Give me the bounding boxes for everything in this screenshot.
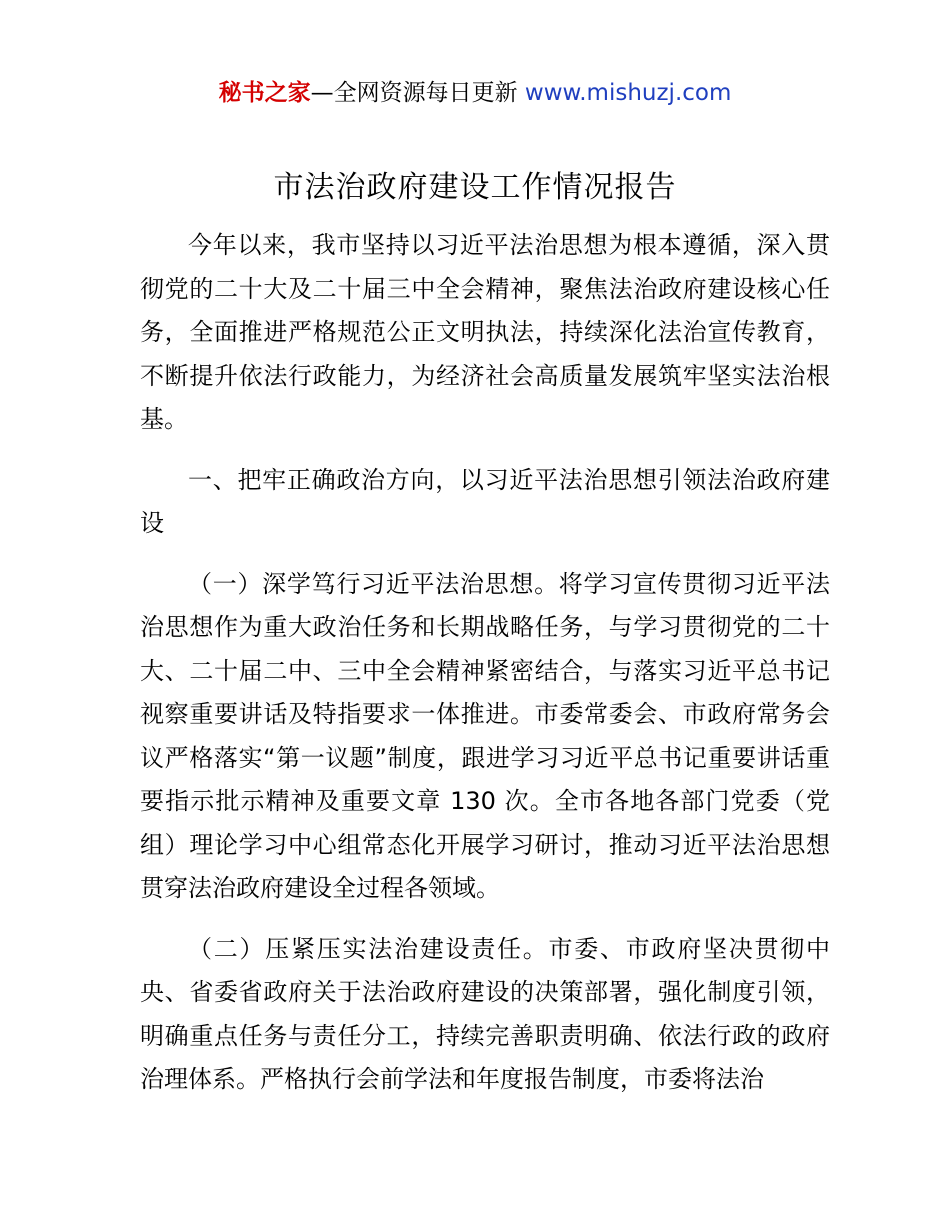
document-title: 市法治政府建设工作情况报告 [273, 170, 677, 205]
subsection-paragraph-1: （一）深学笃行习近平法治思想。将学习宣传贯彻习近平法治思想作为重大政治任务和长期战略任务，与学习贯彻党的二十大、二十届二中、三中全会精神紧密结合，与落实习近平总书记视察重要讲话及特指要求一体推进。市委常委会、市政府常务会议严格落实“第一议题”制度，跟进学习习近平总书记重要讲话重要指示批示精神及重要文章 130 次。全市各地各部门党委（党组）理论学习中心组常态化开展学习研讨，推动习近平法治思想贯穿法治政府建设全过程各领域。 [140, 569, 830, 902]
document-body [140, 224, 830, 1119]
site-header [0, 76, 950, 110]
section-heading-1: 一、把牢正确政治方向，以习近平法治思想引领法治政府建设 [140, 465, 830, 537]
subsection-paragraph-2: （二）压紧压实法治建设责任。市委、市政府坚决贯彻中央、省委省政府关于法治政府建设的决策部署，强化制度引领，明确重点任务与责任分工，持续完善职责明确、依法行政的政府治理体系。严格执行会前学法和年度报告制度，市委将法治 [140, 934, 830, 1093]
site-tagline: —全网资源每日更新 [310, 80, 525, 106]
site-url-link[interactable]: www.mishuzj.com [524, 80, 732, 106]
intro-paragraph: 今年以来，我市坚持以习近平法治思想为根本遵循，深入贯彻党的二十大及二十届三中全会精神，聚焦法治政府建设核心任务，全面推进严格规范公正文明执法，持续深化法治宣传教育，不断提升依法行政能力，为经济社会高质量发展筑牢坚实法治根基。 [140, 231, 830, 433]
site-brand: 秘书之家 [218, 80, 311, 106]
